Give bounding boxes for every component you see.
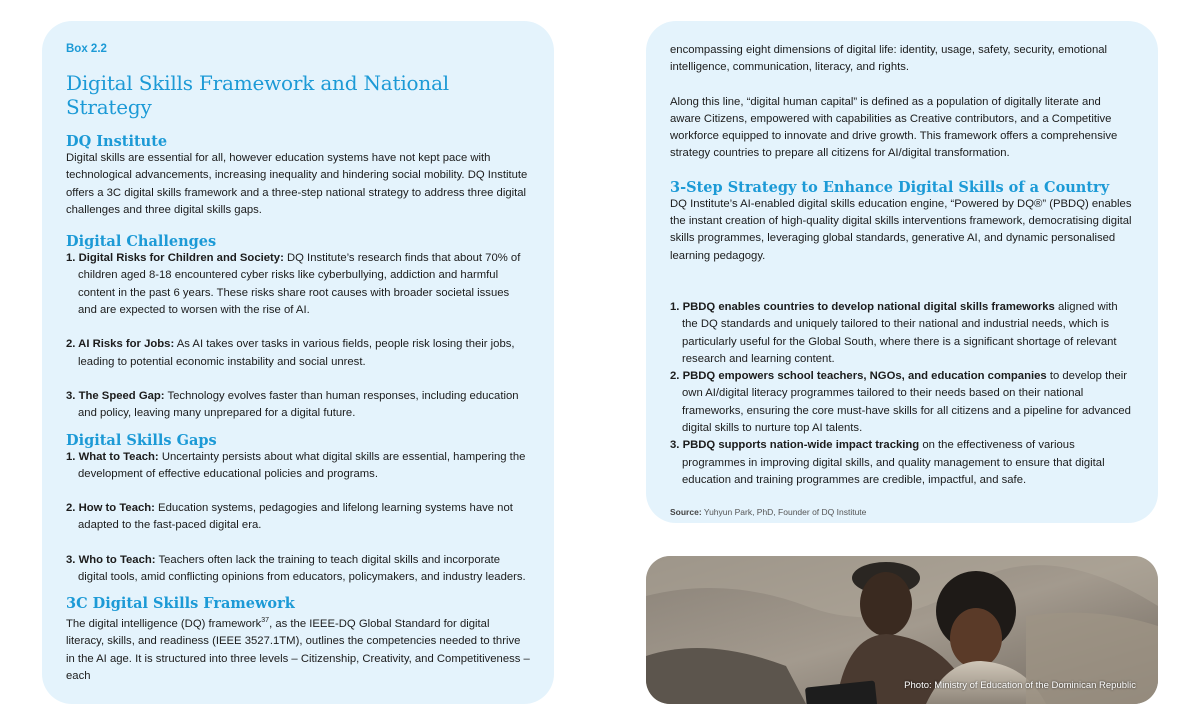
strategy-item [670, 368, 1134, 437]
item-title: How to Teach: [78, 502, 155, 515]
item-title: AI Risks for Jobs: [78, 338, 175, 351]
item-title: PBDQ supports nation-wide impact tracking [682, 439, 920, 452]
item-number: 3. [66, 553, 76, 566]
item-text: to develop their own AI/digital literacy programmes tailored to their needs based on their national frameworks, ensuring the core must-have skills for all citizens and a pipeline for advanced digital skills to nurture top AI talents. [682, 370, 1131, 435]
photo-caption: Photo: Ministry of Education of the Dominican Republic [904, 680, 1136, 691]
strategy-item [670, 437, 1134, 489]
item-text: Education systems, pedagogies and lifelong learning systems have not adapted to the fast-paced digital era. [78, 502, 513, 532]
framework-body-text: The digital intelligence (DQ) framework [66, 618, 262, 631]
source-label: Source: [670, 507, 702, 518]
footnote-ref: 37 [261, 617, 270, 625]
source-text: Yuhyun Park, PhD, Founder of DQ Institute [701, 507, 867, 518]
item-title: PBDQ empowers school teachers, NGOs, and education companies [682, 370, 1047, 383]
challenge-item [66, 250, 530, 319]
box-label: Box 2.2 [66, 43, 107, 55]
item-number: 1. [66, 252, 76, 265]
item-title: PBDQ enables countries to develop national digital skills frameworks [682, 300, 1055, 313]
item-text: DQ Institute’s research finds that about 70% of children aged 8-18 encountered cyber risks like cyberbullying, addiction and harmful content in the past 6 years. These risks share root causes with broader societal issues and are expected to worsen with the rise of AI. [78, 252, 521, 317]
gap-item [66, 500, 530, 535]
strategy-heading: 3-Step Strategy to Enhance Digital Skills of a Country [670, 178, 1110, 196]
source-note [670, 507, 1134, 517]
item-text: on the effectiveness of various programmes in improving digital skills, and quality management to ensure that digital education and training programmes are credible, impactful, and safe. [682, 439, 1105, 486]
item-text: aligned with the DQ standards and uniquely tailored to their national and industrial needs, which is particularly useful for the Global South, where there is a significant shortage of relevant research and learning content. [682, 300, 1118, 365]
item-text: Teachers often lack the training to teach digital skills and incorporate digital tools, amid conflicting opinions from educators, policymakers, and industry leaders. [78, 553, 526, 584]
gaps-heading: Digital Skills Gaps [66, 431, 217, 449]
item-number: 1. [670, 300, 680, 313]
item-text: Technology evolves faster than human responses, including education and policy, leaving many unprepared for a digital future. [78, 389, 519, 420]
item-number: 1. [66, 450, 76, 463]
item-number: 3. [66, 389, 76, 402]
framework-heading: 3C Digital Skills Framework [66, 595, 295, 613]
item-number: 2. [66, 338, 76, 351]
item-text: As AI takes over tasks in various fields, people risk losing their jobs, leading to potential economic instability and social unrest. [78, 338, 515, 368]
right-panel [646, 21, 1158, 523]
photo [646, 556, 1158, 704]
page-title: Digital Skills Framework and National Strategy [66, 71, 450, 119]
challenges-heading: Digital Challenges [66, 233, 217, 251]
digital-human-capital: Along this line, “digital human capital” is defined as a population of digitally literate and aware Citizens, empowered with capabilities as Creative contributors, and a Competitive workforce equipped to innovate and drive growth. This framework offers a comprehensive strategy countries to prepare all citizens for AI/digital transformation. [670, 95, 1118, 160]
item-title: What to Teach: [78, 450, 159, 463]
gap-item [66, 552, 530, 587]
item-title: Who to Teach: [78, 553, 156, 566]
item-text: Uncertainty persists about what digital skills are essential, hampering the development of effective educational policies and programs. [78, 450, 526, 480]
item-title: Digital Risks for Children and Society: [78, 252, 284, 265]
strategy-intro: DQ Institute’s AI-enabled digital skills education engine, “Powered by DQ®” (PBDQ) enables the instant creation of high-quality digital skills interventions framework, democratising digital skills programmes, leveraging global standards, generative AI, and dynamic personalised learning pedagogy. [670, 197, 1132, 262]
framework-continued: encompassing eight dimensions of digital life: identity, usage, safety, security, emotional intelligence, communication, literacy, and rights. [670, 44, 1108, 74]
dq-institute-heading: DQ Institute [66, 133, 168, 150]
framework-body-text: , as the IEEE-DQ Global Standard for digital literacy, skills, and readiness (IEEE 3527.1TM), outlines the competencies needed to thrive in the AI age. It is structured into three levels – Citizenship, Creativity, and Competitiveness – each [66, 618, 530, 682]
item-number: 2. [670, 370, 680, 383]
strategy-item [670, 299, 1134, 368]
dq-institute-body: Digital skills are essential for all, however education systems have not kept pace with technological advancements, increasing inequality and hindering social mobility. DQ Institute offers a 3C digital skills framework and a three-step national strategy to address three digital challenges and three digital skills gaps. [66, 152, 528, 216]
challenge-item [66, 388, 530, 423]
gap-item [66, 449, 530, 484]
challenge-item [66, 336, 530, 371]
item-number: 2. [66, 502, 76, 515]
left-panel [42, 21, 554, 704]
framework-body [66, 612, 530, 685]
item-number: 3. [670, 439, 680, 452]
item-title: The Speed Gap: [78, 389, 165, 402]
